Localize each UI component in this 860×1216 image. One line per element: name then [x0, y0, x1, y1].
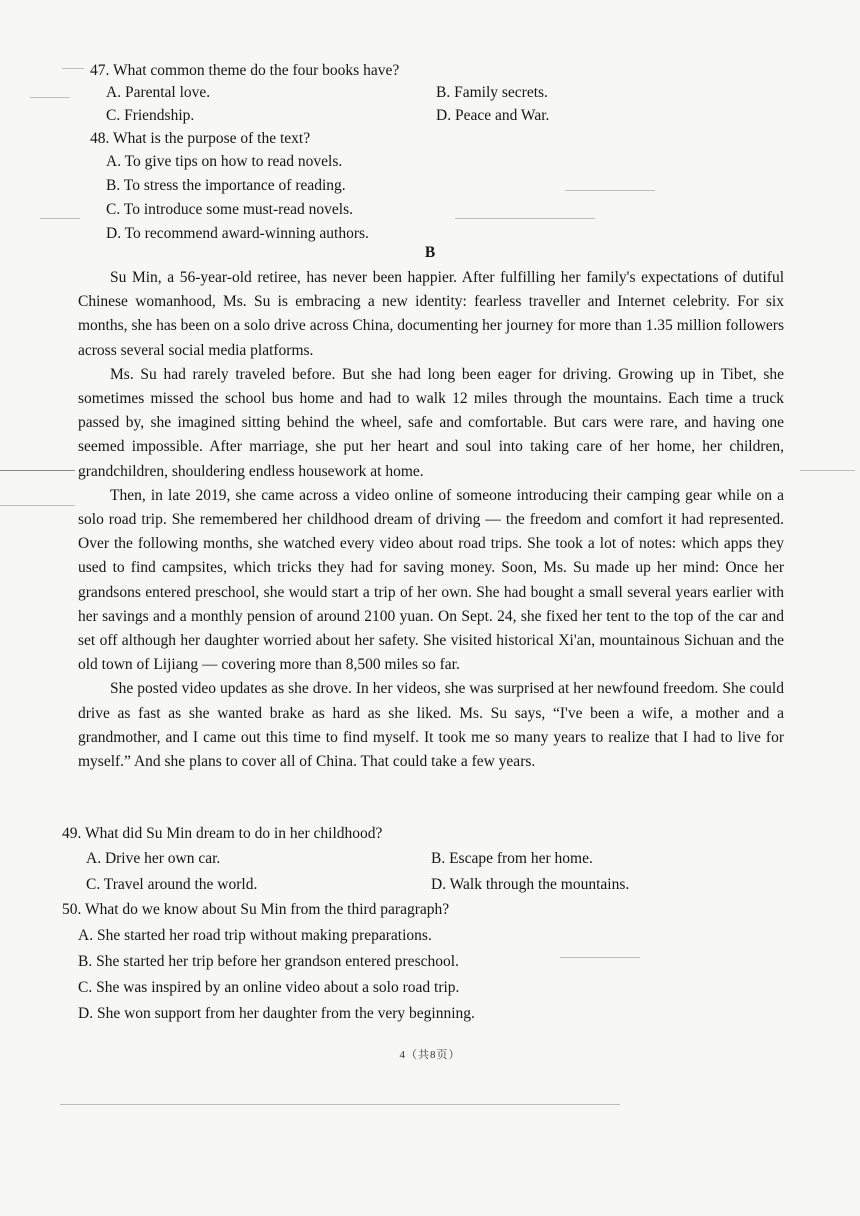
page-number: 4（共8页）	[399, 1049, 461, 1061]
question-49: 49. What did Su Min dream to do in her childhood?	[62, 825, 383, 842]
scan-line	[30, 97, 70, 98]
reading-passage	[78, 266, 784, 774]
option-47-c: C. Friendship.	[106, 107, 195, 124]
option-50-d: D. She won support from her daughter from the very beginning.	[78, 1005, 475, 1022]
scan-line	[455, 218, 595, 219]
option-49-a: A. Drive her own car.	[86, 850, 221, 867]
option-48-a: A. To give tips on how to read novels.	[106, 153, 343, 170]
option-49-b: B. Escape from her home.	[431, 850, 593, 867]
question-48: 48. What is the purpose of the text?	[90, 130, 311, 147]
section-label: B	[424, 244, 436, 261]
option-50-c: C. She was inspired by an online video about a solo road trip.	[78, 979, 460, 996]
option-50-a: A. She started her road trip without making preparations.	[78, 927, 432, 944]
option-47-b: B. Family secrets.	[436, 84, 548, 101]
option-48-d: D. To recommend award-winning authors.	[106, 225, 369, 242]
option-49-d: D. Walk through the mountains.	[431, 876, 630, 893]
scan-line	[800, 470, 855, 471]
option-50-b: B. She started her trip before her grandson entered preschool.	[78, 953, 459, 970]
scan-line	[565, 190, 655, 191]
option-47-a: A. Parental love.	[106, 84, 211, 101]
option-48-c: C. To introduce some must-read novels.	[106, 201, 354, 218]
scan-line	[0, 470, 75, 471]
question-50: 50. What do we know about Su Min from the third paragraph?	[62, 901, 450, 918]
passage-paragraph-2: Ms. Su had rarely traveled before. But she had long been eager for driving. Growing up in Tibet, she sometimes missed the school bus home and had to walk 12 miles through the mountains. Each time a truck passed by, she imagined sitting behind the wheel, safe and comfortable. But cars were rare, and having one seemed impossible. After marriage, she put her heart and soul into taking care of her home, her children, grandchildren, shouldering endless housework at home.	[78, 365, 784, 480]
scan-line	[62, 68, 84, 69]
passage-paragraph-3: Then, in late 2019, she came across a video online of someone introducing their camping gear while on a solo road trip. She remembered her childhood dream of driving — the freedom and comfort it had represented. Over the following months, she watched every video about road trips. She took a lot of notes: which apps they used to find campsites, which tricks they had for saving money. Soon, Ms. Su made up her mind: Once her grandsons entered preschool, she would start a trip of her own. She had bought a small several years earlier with her savings and a monthly pension of around 2100 yuan. On Sept. 24, she fixed her tent to the top of the car and set off although her daughter worried about her safety. She visited historical Xi'an, mountainous Sichuan and the old town of Lijiang — covering more than 8,500 miles so far.	[78, 486, 784, 674]
scan-line	[560, 957, 640, 958]
option-49-c: C. Travel around the world.	[86, 876, 258, 893]
passage-paragraph-1: Su Min, a 56-year-old retiree, has never been happier. After fulfilling her family's expectations of dutiful Chinese womanhood, Ms. Su is embracing a new identity: fearless traveller and Internet celebrity. For six months, she has been on a solo drive across China, documenting her journey for more than 1.35 million followers across several social media platforms.	[78, 269, 784, 359]
option-47-d: D. Peace and War.	[436, 107, 550, 124]
scan-line	[0, 505, 75, 506]
scan-line	[40, 218, 80, 219]
option-48-b: B. To stress the importance of reading.	[106, 177, 346, 194]
scan-line	[60, 1104, 620, 1105]
question-47: 47. What common theme do the four books have?	[90, 62, 400, 79]
passage-paragraph-4: She posted video updates as she drove. In her videos, she was surprised at her newfound freedom. She could drive as fast as she wanted brake as hard as she liked. Ms. Su says, “I've been a wife, a mother and a grandmother, and I came out this time to find myself. It took me so many years to realize that I had to live for myself.” And she plans to cover all of China. That could take a few years.	[78, 680, 784, 771]
